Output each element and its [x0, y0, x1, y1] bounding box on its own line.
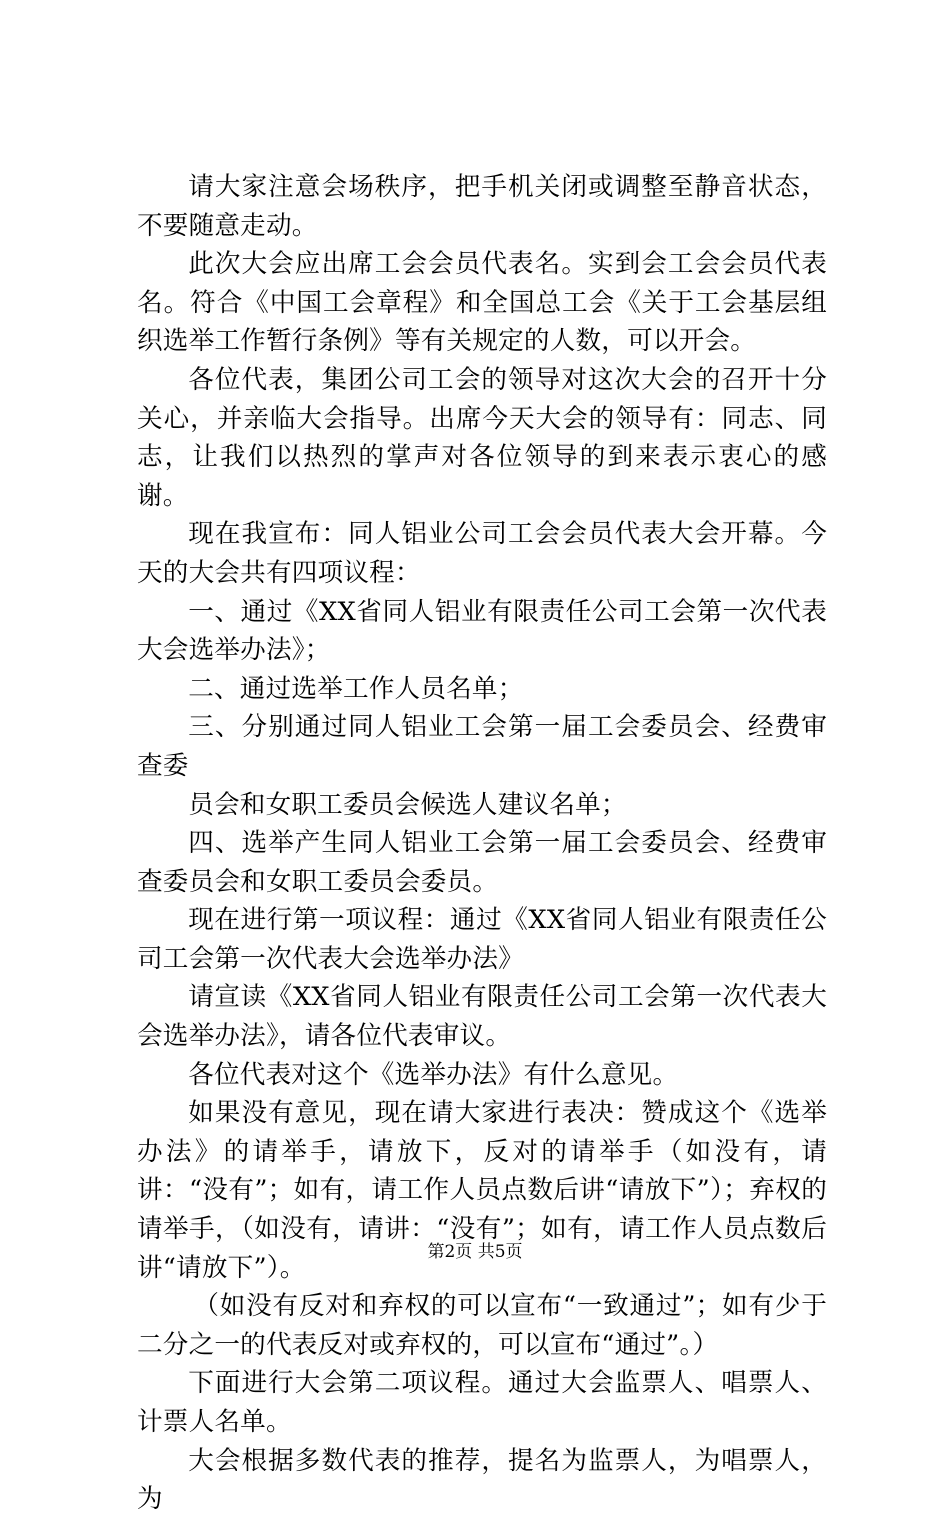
paragraph-read-rules: 请宣读《XX省同人铝业有限责任公司工会第一次代表大会选举办法》，请各位代表审议。 — [137, 982, 827, 1052]
paragraph-leaders: 各位代表，集团公司工会的领导对这次大会的召开十分关心，并亲临大会指导。出席今天大会的领导有：同志、同志，让我们以热烈的掌声对各位领导的到来表示衷心的感谢。 — [137, 364, 827, 511]
paragraph-first-item: 现在进行第一项议程：通过《XX省同人铝业有限责任公司工会第一次代表大会选举办法》 — [137, 905, 827, 974]
paragraph-opinions: 各位代表对这个《选举办法》有什么意见。 — [188, 1059, 679, 1090]
paragraph-agenda-item-2: 二、通过选举工作人员名单； — [188, 673, 524, 704]
paragraph-attendance: 此次大会应出席工会会员代表名。实到会工会会员代表名。符合《中国工会章程》和全国总工会《关于工会基层组织选举工作暂行条例》等有关规定的人数，可以开会。 — [137, 249, 827, 357]
paragraph-nominations: 大会根据多数代表的推荐，提名为监票人，为唱票人，为 — [137, 1445, 827, 1515]
paragraph-vote: 如果没有意见，现在请大家进行表决：赞成这个《选举办法》的请举手，请放下，反对的请举手（如没有，请讲：“没有”；如有，请工作人员点数后讲“请放下”）；弃权的请举手，（如没有，请讲：“没有”；如有，请工作人员点数后讲“请放下”）。 — [137, 1098, 827, 1283]
page-number-footer: 第2页 共5页 — [427, 1242, 523, 1262]
paragraph-vote-note: （如没有反对和弃权的可以宣布“一致通过”；如有少于二分之一的代表反对或弃权的，可以宣布“通过”。） — [137, 1291, 827, 1360]
paragraph-agenda-item-4: 四、选举产生同人铝业工会第一届工会委员会、经费审查委员会和女职工委员会委员。 — [137, 828, 827, 897]
document-body — [137, 168, 827, 1519]
paragraph-second-item: 下面进行大会第二项议程。通过大会监票人、唱票人、计票人名单。 — [137, 1368, 827, 1437]
paragraph-agenda-item-3-cont: 员会和女职工委员会候选人建议名单； — [188, 789, 627, 820]
paragraph-agenda-item-3: 三、分别通过同人铝业工会第一届工会委员会、经费审查委 — [137, 712, 827, 781]
paragraph-opening: 现在我宣布：同人铝业公司工会会员代表大会开幕。今天的大会共有四项议程： — [137, 519, 827, 588]
paragraph-agenda-item-1: 一、通过《XX省同人铝业有限责任公司工会第一次代表大会选举办法》； — [137, 596, 827, 666]
paragraph-order-notice: 请大家注意会场秩序，把手机关闭或调整至静音状态，不要随意走动。 — [137, 172, 827, 241]
